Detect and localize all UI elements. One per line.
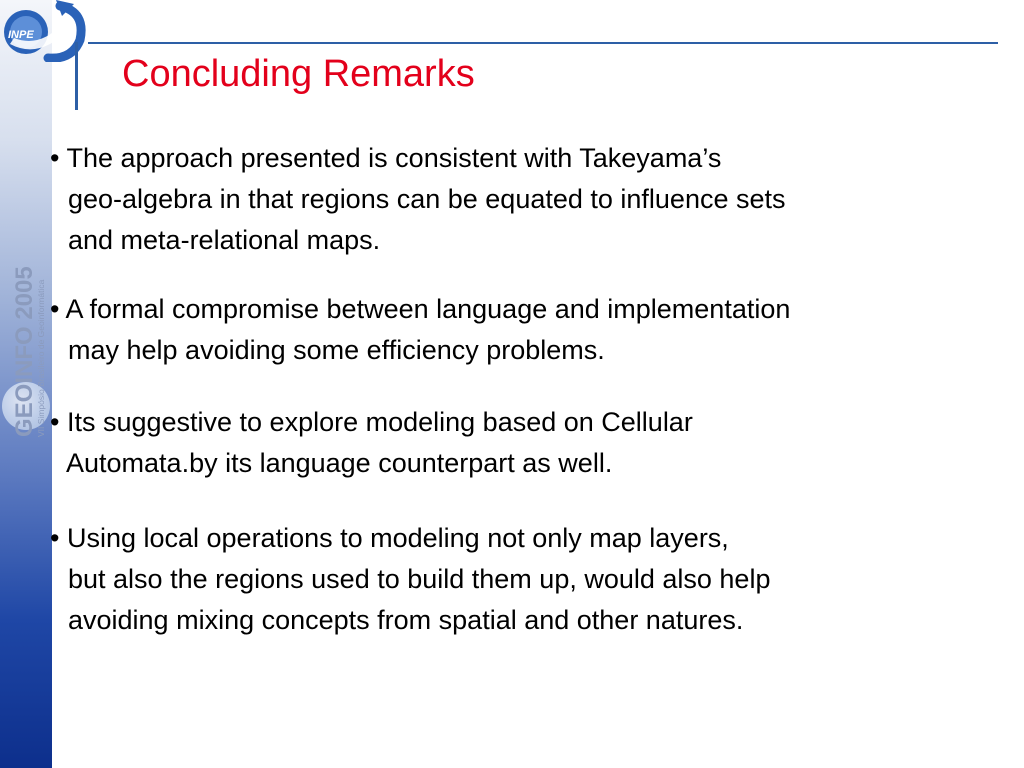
bullet-line: geo-algebra in that regions can be equated to influence sets [68,184,786,214]
bullet-line: and meta-relational maps. [68,225,381,255]
bullet-item-2 [50,289,790,371]
bullet-line: Automata.by its language counterpart as well. [66,448,613,478]
event-subtitle: VII Simpósio Brasileiro de Geoinformática [36,279,46,437]
bullet-item-4 [50,518,770,641]
bullet-line: • Its suggestive to explore modeling based on Cellular [50,407,693,437]
event-vertical-label [4,175,48,445]
event-title: GEOINFO 2005 [11,266,38,437]
slide-title: Concluding Remarks [122,53,475,95]
bullet-item-1 [50,138,786,261]
bullet-line: • The approach presented is consistent with Takeyama’s [50,143,722,173]
bullet-line: avoiding mixing concepts from spatial and other natures. [68,605,744,635]
bullet-line: but also the regions used to build them up, would also help [68,564,771,594]
bullet-line: • Using local operations to modeling not only map layers, [50,523,729,553]
header-vertical-rule [75,42,78,110]
bullet-item-3 [50,402,693,484]
bullet-line: • A formal compromise between language and implementation [50,294,791,324]
logo-text: INPE [8,29,34,41]
bullet-line: may help avoiding some efficiency problems. [68,335,605,365]
header-horizontal-rule [88,42,998,44]
